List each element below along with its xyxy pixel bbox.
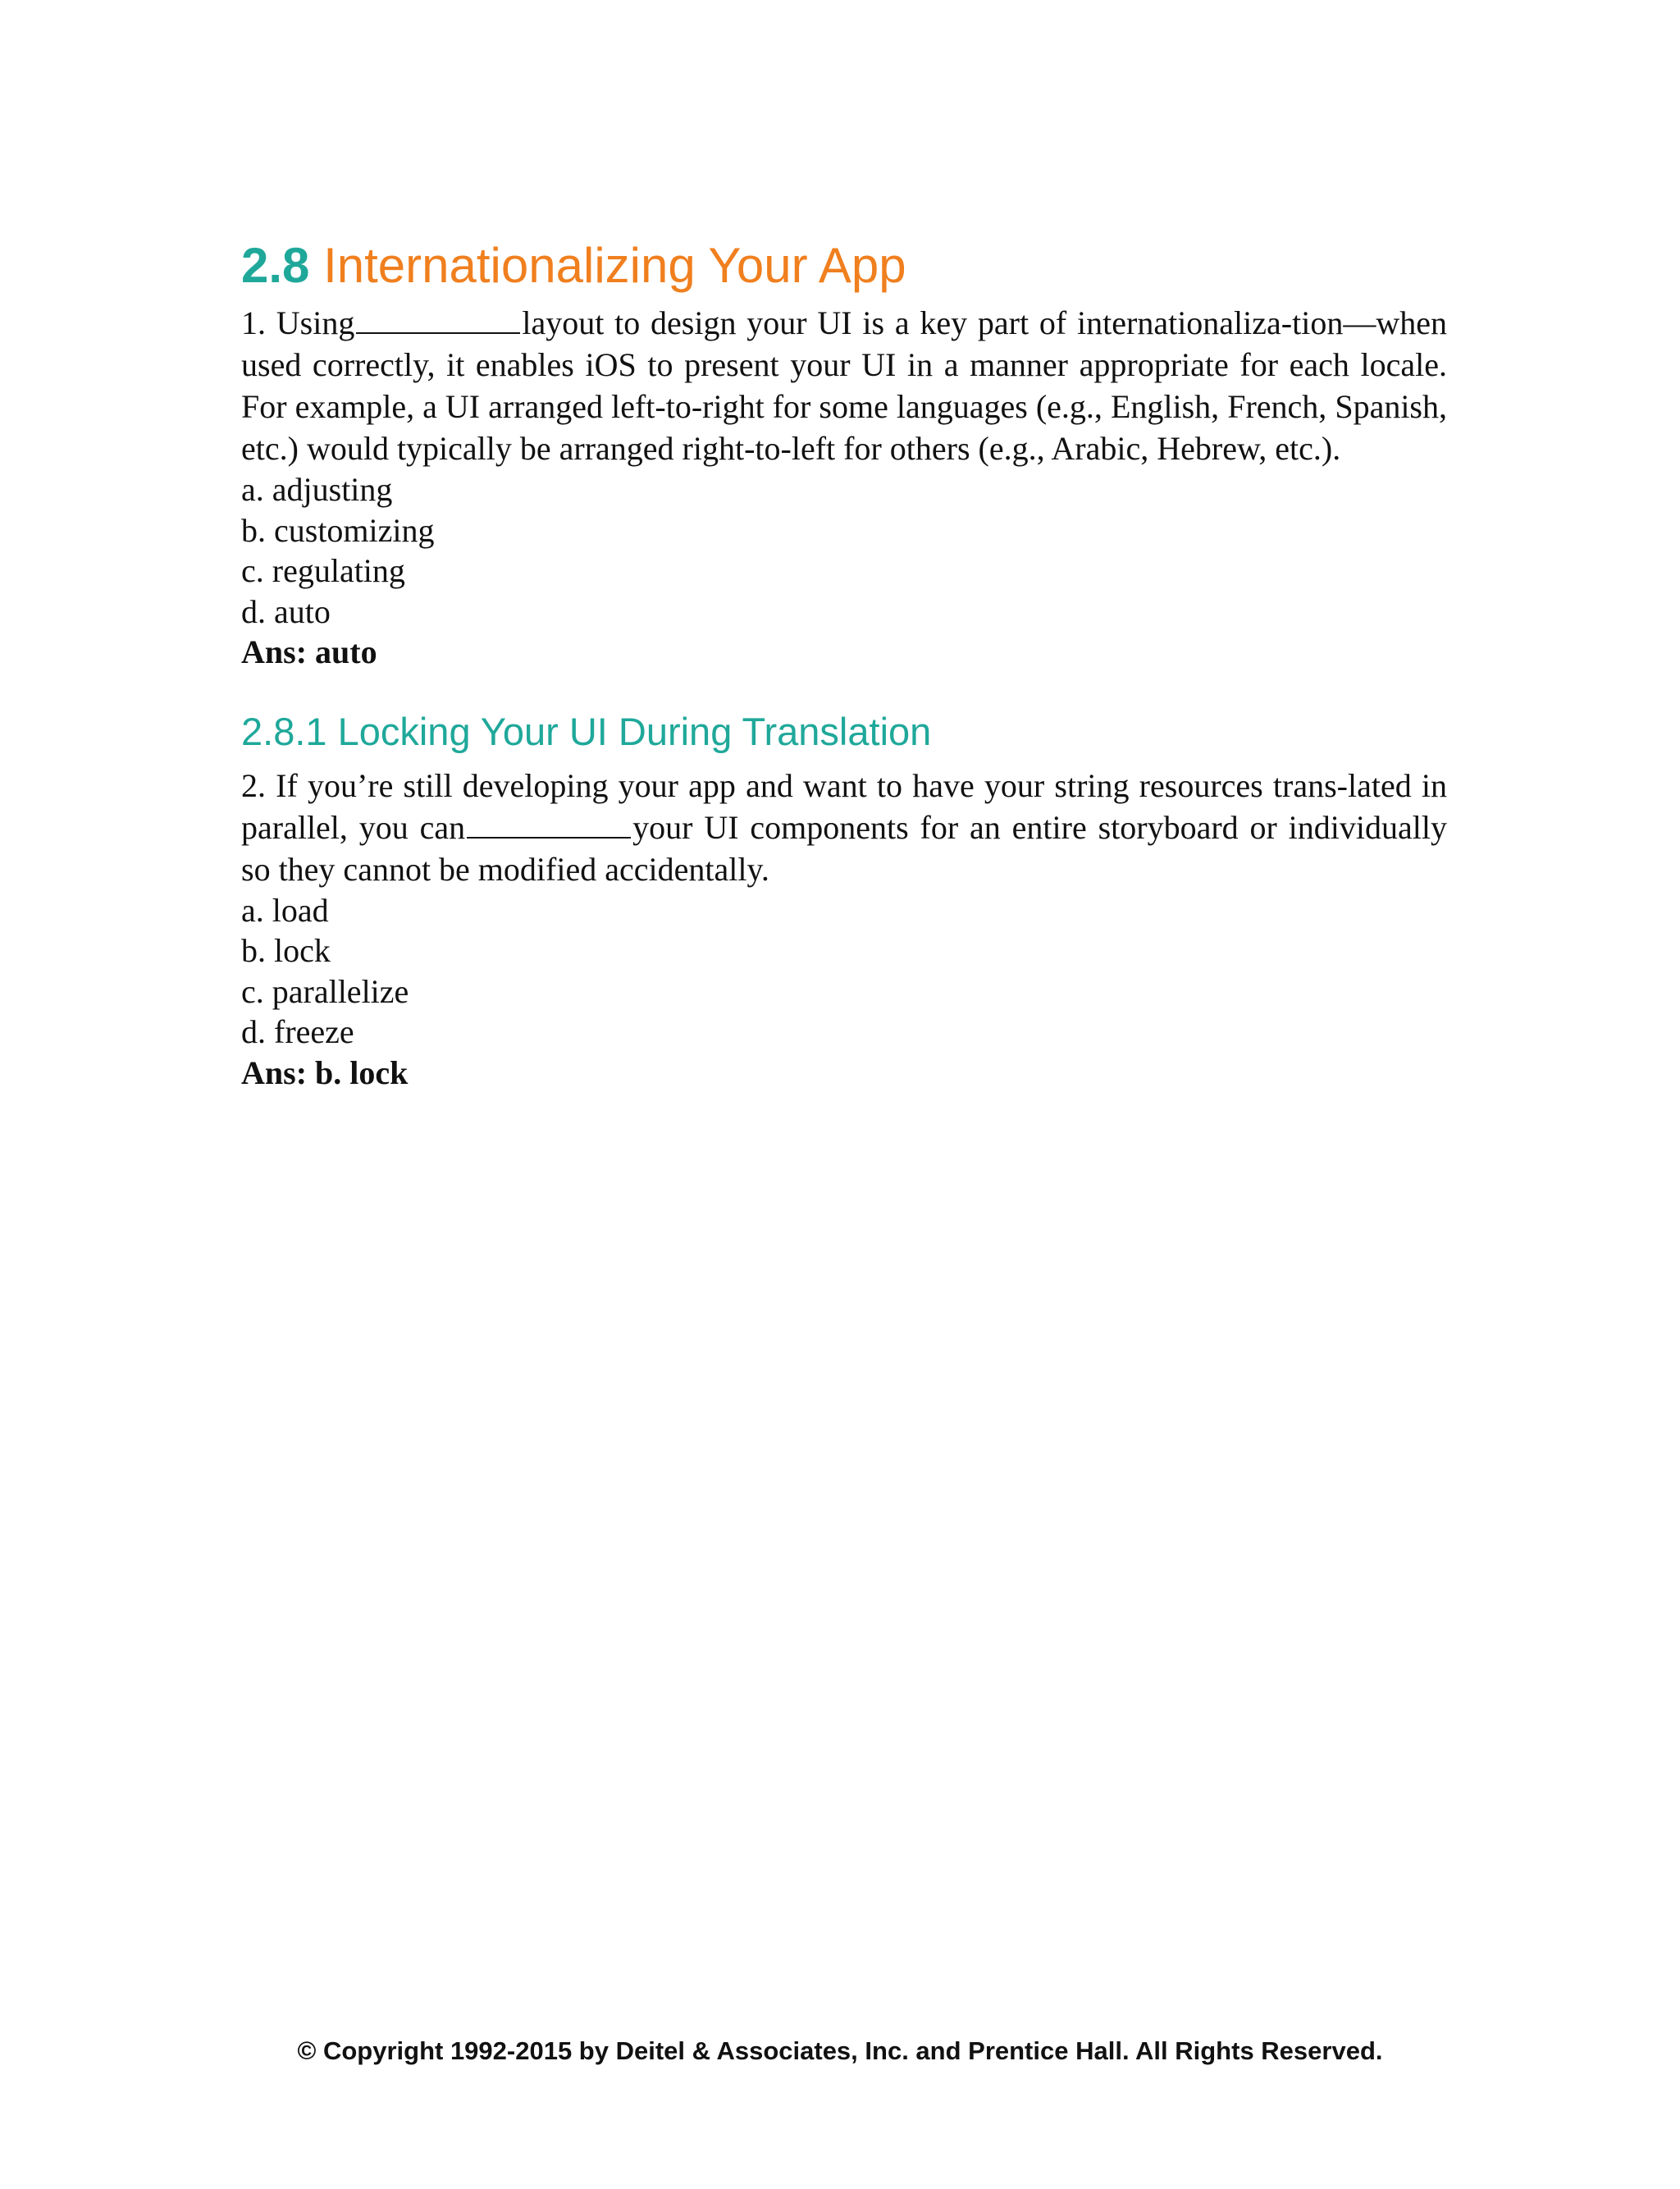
subsection-heading: 2.8.1 Locking Your UI During Translation (241, 709, 932, 753)
question-2 (241, 765, 1447, 1094)
question-1-answer: Ans: auto (241, 633, 377, 670)
question-2-stem-end: your UI components for an entire storyboard or individually so they cannot be modified accidentally. (241, 808, 1447, 888)
question-1 (241, 302, 1447, 673)
section-number: 2.8 (241, 238, 310, 293)
question-2-stem-start: 2. If you’re still developing your app and want to have your string resources trans-lated in parallel, you can (241, 766, 1447, 846)
option-b: b. customizing (241, 511, 435, 549)
fill-in-blank (356, 304, 520, 334)
option-c: c. regulating (241, 552, 405, 589)
question-1-stem-end: layout to design your UI is a key part of internationaliza-tion—when used correctly, it enables iOS to present your UI in a manner appropriate for each locale. For example, a UI arranged left-to-right for some languages (e.g., English, French, Spanish, etc.) would typically be arranged right-to-left for others (e.g., Arabic, Hebrew, etc.). (241, 304, 1447, 467)
section-heading (241, 236, 1447, 295)
option-a: a. load (241, 891, 329, 929)
option-d: d. auto (241, 592, 331, 630)
option-b: b. lock (241, 932, 331, 969)
section-title: Internationalizing Your App (323, 238, 906, 293)
option-a: a. adjusting (241, 471, 393, 508)
fill-in-blank (467, 809, 631, 839)
page-content (241, 236, 1447, 1093)
option-d: d. freeze (241, 1013, 354, 1050)
question-1-options (241, 469, 1447, 632)
question-2-text (241, 765, 1447, 890)
question-1-text (241, 302, 1447, 469)
question-2-options (241, 890, 1447, 1053)
question-1-stem-start: 1. Using (241, 304, 355, 341)
copyright-footer: © Copyright 1992-2015 by Deitel & Associates, Inc. and Prentice Hall. All Rights Reserved. (297, 2036, 1383, 2065)
question-2-answer: Ans: b. lock (241, 1053, 409, 1091)
option-c: c. parallelize (241, 972, 409, 1010)
